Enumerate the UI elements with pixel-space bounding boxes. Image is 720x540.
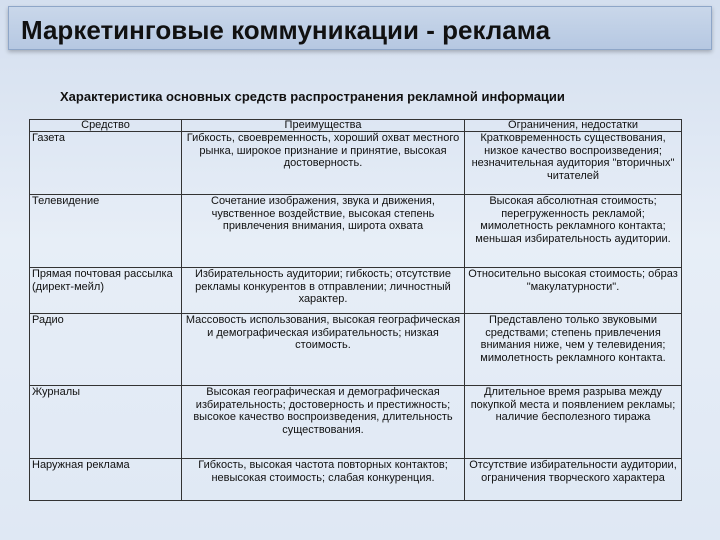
- column-header-advantages: Преимущества: [182, 120, 465, 132]
- cell-advantages: Сочетание изображения, звука и движения, чувственное воздействие, высокая степень привлечения внимания, широта охвата: [182, 195, 465, 268]
- cell-advantages: Избирательность аудитории; гибкость; отсутствие рекламы конкурентов в отправлении; личностный характер.: [182, 268, 465, 314]
- cell-medium: Наружная реклама: [30, 459, 182, 501]
- cell-medium: Радио: [30, 314, 182, 386]
- table-row: [30, 386, 682, 459]
- table-row: [30, 132, 682, 195]
- cell-advantages: Гибкость, высокая частота повторных контактов; невысокая стоимость; слабая конкуренция.: [182, 459, 465, 501]
- cell-limitations: Длительное время разрыва между покупкой места и появлением рекламы; наличие бесполезного тиража: [465, 386, 682, 459]
- column-header-limitations: Ограничения, недостатки: [465, 120, 682, 132]
- cell-medium: Газета: [30, 132, 182, 195]
- advertising-media-table: [29, 119, 682, 501]
- table-header-row: [30, 120, 682, 132]
- cell-advantages: Массовость использования, высокая географическая и демографическая избирательность; низкая стоимость.: [182, 314, 465, 386]
- cell-limitations: Представлено только звуковыми средствами; степень привлечения внимания ниже, чем у телевидения; мимолетность рекламного контакта.: [465, 314, 682, 386]
- table-row: [30, 314, 682, 386]
- cell-advantages: Высокая географическая и демографическая избирательность; достоверность и престижность; высокое качество воспроизведения, длительность существования.: [182, 386, 465, 459]
- cell-advantages: Гибкость, своевременность, хороший охват местного рынка, широкое признание и принятие, высокая достоверность.: [182, 132, 465, 195]
- cell-medium: Прямая почтовая рассылка (директ-мейл): [30, 268, 182, 314]
- cell-medium: Телевидение: [30, 195, 182, 268]
- table-heading: Характеристика основных средств распространения рекламной информации: [60, 89, 565, 104]
- cell-limitations: Кратковременность существования, низкое качество воспроизведения; незначительная аудитория "вторичных" читателей: [465, 132, 682, 195]
- title-bar: [8, 6, 712, 50]
- table-row: [30, 268, 682, 314]
- table-row: [30, 459, 682, 501]
- cell-medium: Журналы: [30, 386, 182, 459]
- cell-limitations: Отсутствие избирательности аудитории, ограничения творческого характера: [465, 459, 682, 501]
- column-header-medium: Средство: [30, 120, 182, 132]
- cell-limitations: Относительно высокая стоимость; образ "макулатурности".: [465, 268, 682, 314]
- slide-title: Маркетинговые коммуникации - реклама: [21, 15, 551, 45]
- table-row: [30, 195, 682, 268]
- cell-limitations: Высокая абсолютная стоимость; перегруженность рекламой; мимолетность рекламного контакта; меньшая избирательность аудитории.: [465, 195, 682, 268]
